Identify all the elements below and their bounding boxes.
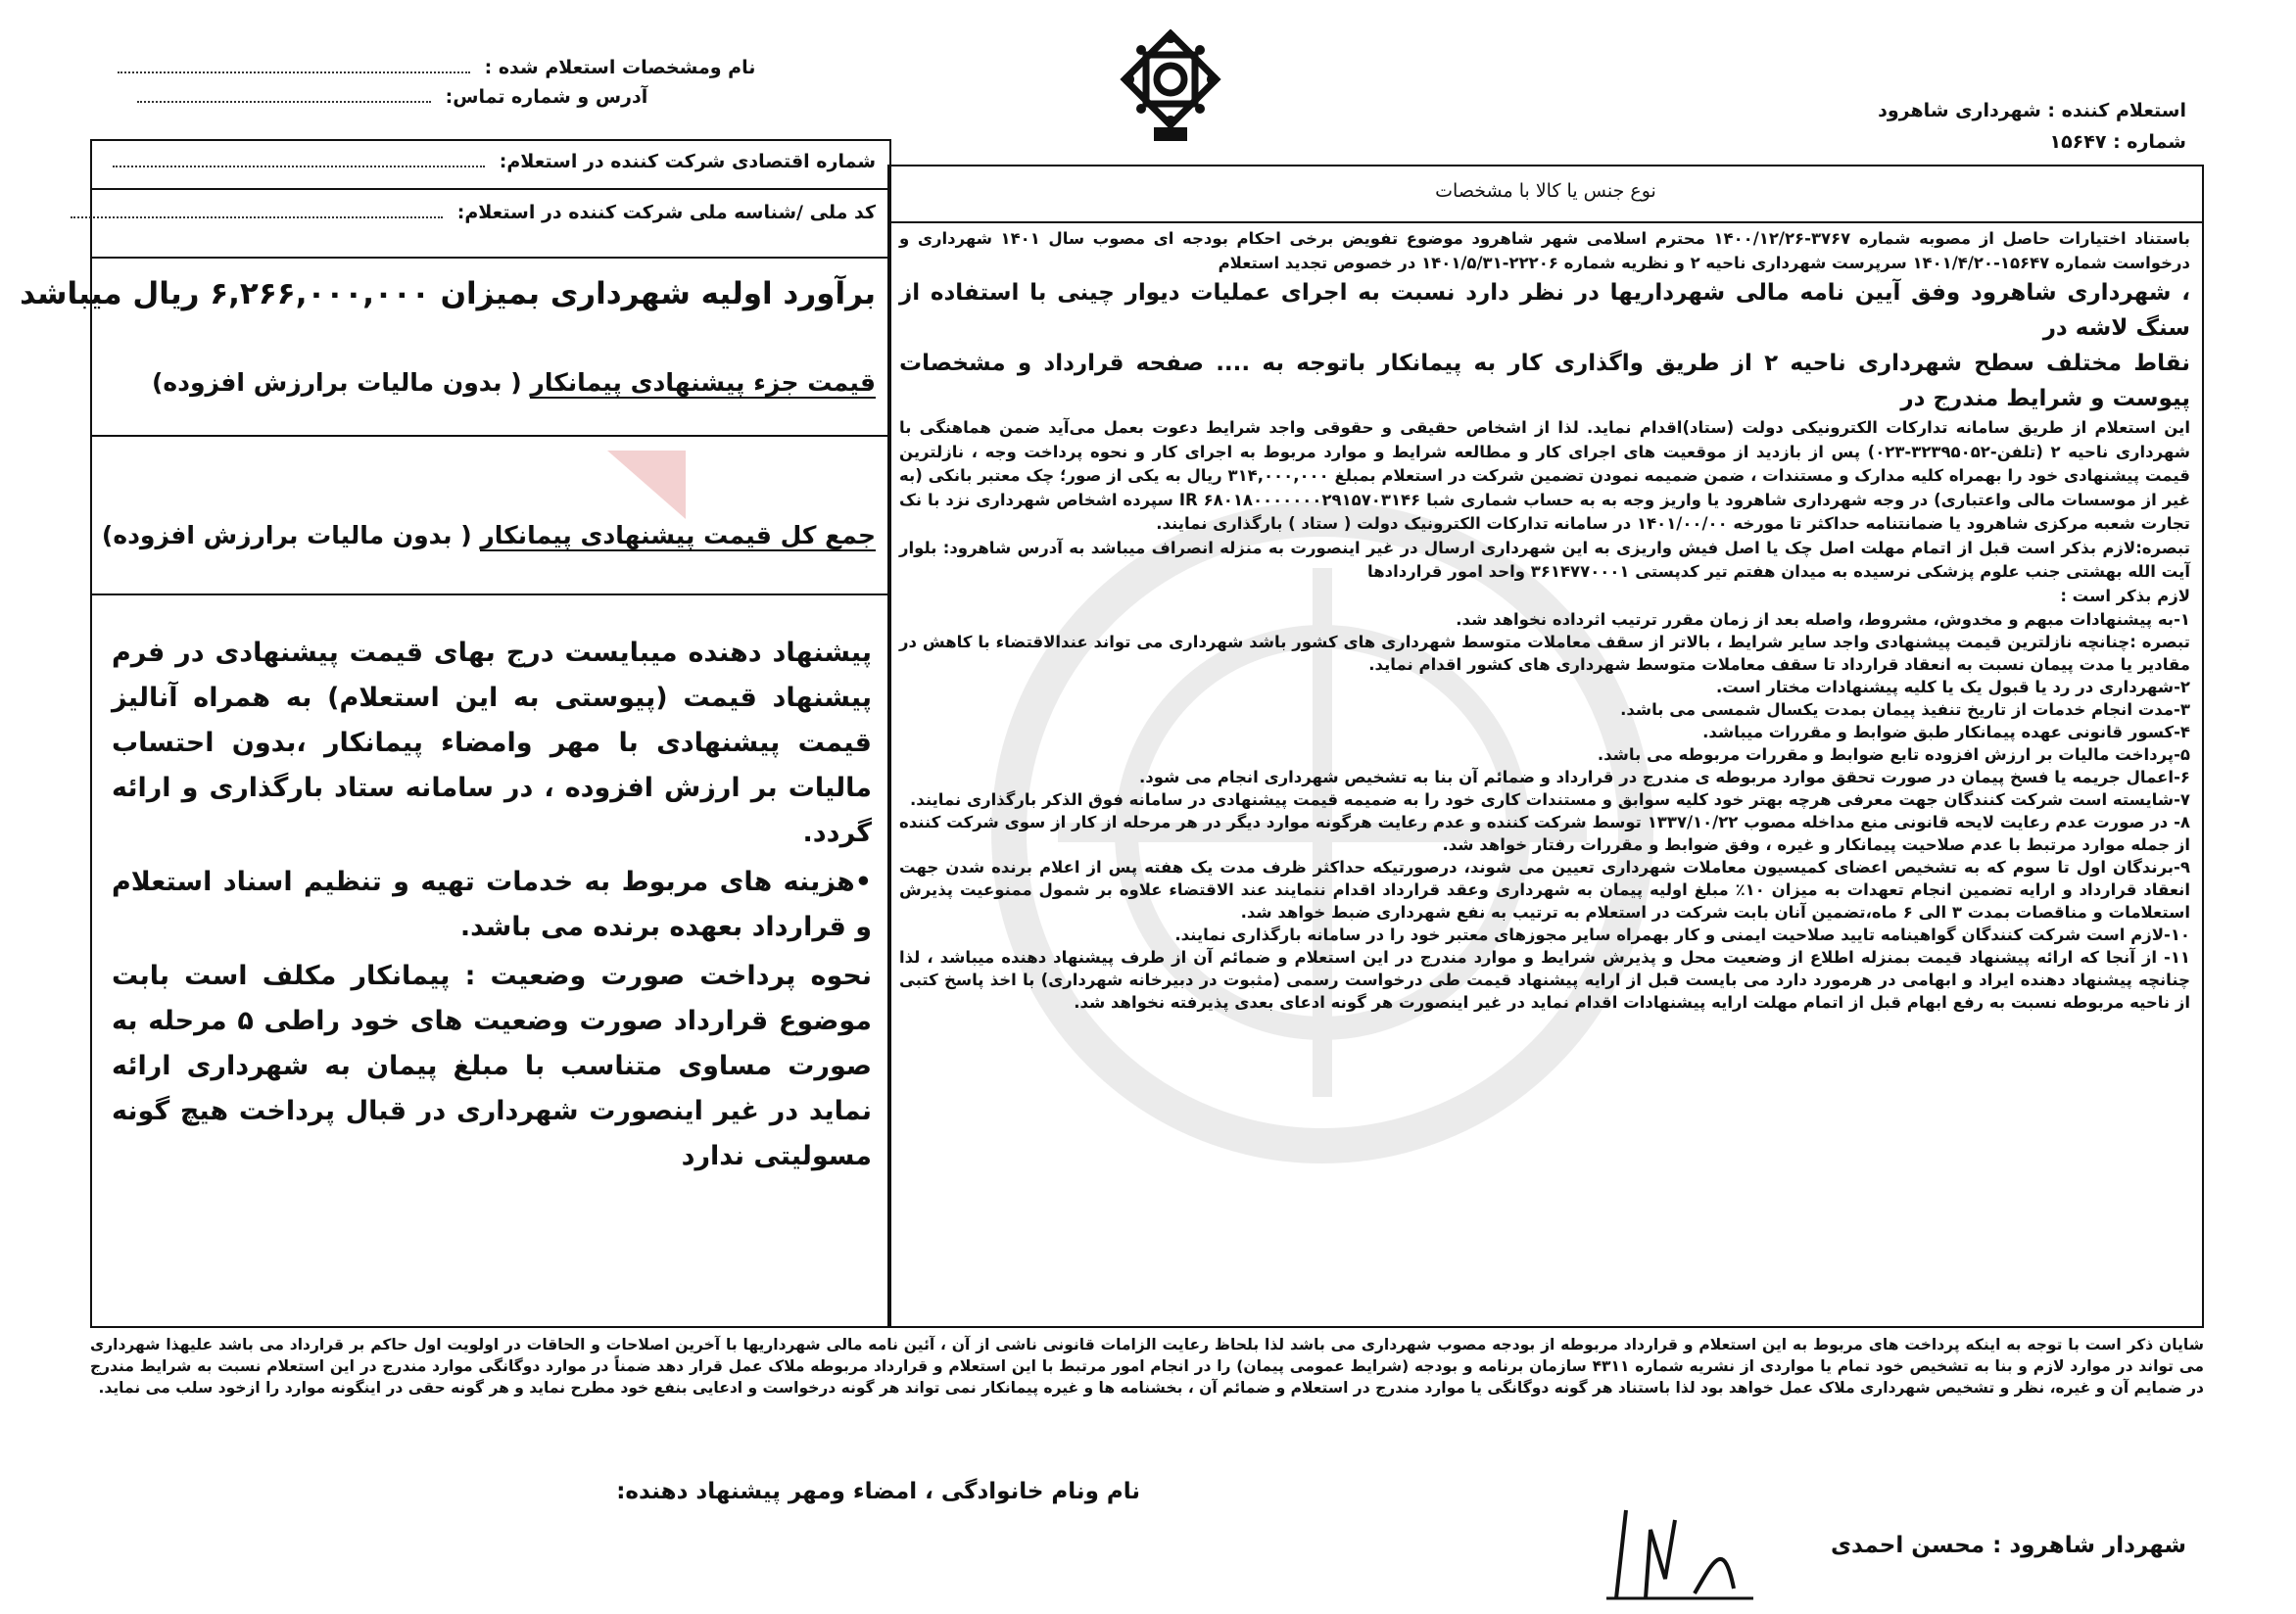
stamp-mark-icon (588, 431, 705, 548)
list-item: ۵-پرداخت مالیات بر ارزش افزوده تابع ضوابط و مقررات مربوطه می باشد. (1597, 745, 2190, 764)
number-label: شماره : ۱۵۶۴۷ (2049, 131, 2186, 153)
instruction-costs: •هزینه های مربوط به خدمات تهیه و تنظیم اسناد استعلام و قرارداد بعهده برنده می باشد. (112, 867, 872, 942)
bidder-box (20, 139, 891, 1328)
list-item: تبصره :چنانچه نازلترین قیمت پیشنهادی واجد سایر شرایط ، بالاتر از سقف معاملات متوسط شهرداری های کشور باشد شهرداری می تواند عندالاقتضاء با کاهش در مقادیر یا مدت پیمان نسبت به انعقاد قرارداد تا سقف معاملات متوسط شهرداری های کشور اقدام نماید. (899, 633, 2190, 674)
terms-guarantee: این استعلام از طریق سامانه تدارکات الکترونیکی دولت (ستاد)اقدام نماید. لذا از اشخاص حقیقی و حقوقی واجد شرایط دعوت بعمل می‌آید ضمن هماهنگی با شهرداری ناحیه ۲ (تلفن-۳۲۳۹۵۰۵۲-۰۲۳) پس از بازدید از موقعیت های اجرای کار و مطالعه شرایط و موارد مربوط به اجرای کار و نحوه پرداخت وجه ، نازلترین قیمت پیشنهادی خود را بهمراه کلیه مدارک و مستندات ، ضمن ضمیمه نمودن تضمین شرکت در استعلام بمبلغ ۳۱۴,۰۰۰,۰۰۰ ریال به یکی از صور؛ چک معتبر بانکی (به غیر از موسسات مالی واعتباری) در وجه شهرداری شاهرود یا واریز وجه به به حساب شماری شبا IR ۶۸۰۱۸۰۰۰۰۰۰۰۲۹۱۵۷۰۳۱۴۶ سپرده اشخاص شهرداری نزد با نک تجارت شعبه مرکزی شاهرود یا ضمانتنامه حداکثر تا مورخه ۱۴۰۱/۰۰/۰۰ در سامانه تدارکات الکترونیک دولت ( ستاد ) بارگذاری نمایند. (899, 418, 2190, 533)
bidder-name-field[interactable] (118, 57, 755, 78)
total-price-label: جمع کل قیمت پیشنهادی پیمانکار (480, 521, 876, 549)
goods-title: نوع جنس یا کالا با مشخصات (1435, 180, 1656, 202)
econ-code-label: شماره اقتصادی شرکت کننده در استعلام: (499, 151, 876, 172)
bidder-name-label: نام ومشخصات استعلام شده : (484, 57, 756, 78)
list-item: ۴-کسور قانونی عهده پیمانکار طبق ضوابط و مقررات میباشد. (1702, 723, 2190, 741)
terms-note: تبصره:لازم بذکر است قبل از اتمام مهلت اصل چک یا اصل فیش واریزی به این شهرداری ارسال در غیر اینصورت به منزله انصراف میباشد به آدرس شاهرود: بلوار آیت الله بهشتی جنب علوم پزشکی نرسیده به میدان هفتم تیر کدپستی ۳۶۱۴۷۷۰۰۰۱ واحد امور قراردادها (899, 538, 2190, 581)
address-field[interactable] (137, 86, 647, 108)
unit-price-field[interactable] (152, 368, 876, 397)
list-item: ۱۱- از آنجا که ارائه پیشنهاد قیمت بمنزله اطلاع از وضعیت محل و پذیرش شرایط و موارد مندرج در این استعلام و ضمائم آن از طرف پیشنهاد دهنده میباشد ، لذا چنانچه پیشنهاد دهنده ایراد و ابهامی در هرمورد دارد می بایست قبل از ارایه پیشنهاد قیمت طی درخواست رسمی (مثبوت در دبیرخانه شهرداری) با اخذ پاسخ کتبی از ناحیه مربوطه نسبت به رفع ابهام قبل از اتمام مهلت ارایه پیشنهادات اقدام نماید در غیر اینصورت هر گونه ادعای بعدی پذیرفته نخواهد شد. (899, 948, 2190, 1012)
divider (92, 257, 889, 259)
mayor-name: شهردار شاهرود : محسن احمدی (1830, 1533, 2186, 1558)
terms-subject: ، شهرداری شاهرود وفق آیین نامه مالی شهرداریها در نظر دارد نسبت به اجرای عملیات دیوار چینی با استفاده از سنگ لاشه در (899, 280, 2190, 341)
terms-location: نقاط مختلف سطح شهرداری ناحیه ۲ از طریق واگذاری کار به پیمانکار باتوجه به .... صفحه قرارداد و مشخصات پیوست و شرایط مندرج در (899, 351, 2191, 411)
terms-list (899, 608, 2190, 1014)
divider (92, 188, 889, 190)
terms-list-heading: لازم بذکر است : (2060, 586, 2190, 605)
national-id-field[interactable] (71, 202, 876, 223)
bidder-signature-label: نام ونام خانوادگی ، امضاء ومهر پیشنهاد دهنده: (616, 1479, 1140, 1504)
legal-footer: شایان ذکر است با توجه به اینکه پرداخت های مربوط به این استعلام و قرارداد مربوطه از بودجه مصوب شهرداری می باشد لذا بلحاظ رعایت الزامات قانونی ناشی از آن ، آئین نامه مالی شهرداریها با آخرین اصلاحات و الحاقات در اولویت اول حاکم بر قرارداد می باشد علیهذا شهرداری می تواند در موارد لازم و بنا به تشخیص خود تمام یا مواردی از نشریه شماره ۴۳۱۱ سازمان برنامه و بودجه (شرایط عمومی پیمان) را در انجام امور مرتبط با این استعلام و قرارداد مربوطه ملاک عمل قرار دهد ضمناً در موارد دوگانگی موارد مندرج در این استعلام نسبت به شرایط مندرج در ضمایم آن و غیره، نظر و تشخیص شهرداری ملاک عمل خواهد بود لذا باستناد هر گونه دوگانگی یا موارد مندرج در استعلام و ضمائم آن ، بخشنامه ها و غیره پیمانکار نمی تواند هر گونه درخواست و ادعایی بنفع خود مطرح نماید و هر گونه حقی در اینگونه موارد را ازخود سلب می نماید. (90, 1336, 2204, 1397)
terms-intro: باستناد اختیارات حاصل از مصوبه شماره ۳۷۶۷-۱۴۰۰/۱۲/۲۶ محترم اسلامی شهر شاهرود موضوع تفویض برخی احکام بودجه ای مصوب سال ۱۴۰۱ شهرداری و درخواست شماره ۱۵۶۴۷-۱۴۰۱/۴/۲۰ سرپرست شهرداری ناحیه ۲ و نظریه شماره ۲۲۲۰۶-۱۴۰۱/۵/۳۱ در خصوص تجدید استعلام (899, 229, 2191, 272)
list-item: ۲-شهرداری در رد یا قبول یک یا کلیه پیشنهادات مختار است. (1716, 678, 2190, 696)
mayor-signature (1606, 1500, 1753, 1608)
list-item: ۳-مدت انجام خدمات از تاریخ تنفیذ پیمان بمدت یکسال شمسی می باشد. (1620, 700, 2190, 719)
instruction-price-form: پیشنهاد دهنده میبایست درج بهای قیمت پیشنهادی در فرم پیشنهاد قیمت (پیوستی به این استعلام) به همراه آنالیز قیمت پیشنهادی با مهر وامضاء پیمانکار ،بدون احتساب مالیات بر ارزش افزوده ، در سامانه ستاد بارگذاری و ارائه گردد. (112, 638, 872, 848)
list-item: ۷-شایسته است شرکت کنندگان جهت معرفی هرچه بهتر خود کلیه سوابق و مستندات کاری خود را به ضمیمه قیمت پیشنهادی در سامانه فوق الذکر بارگذاری نمایند. (910, 790, 2190, 809)
list-item: ۹-برندگان اول تا سوم که به تشخیص اعضای کمیسیون معاملات شهرداری تعیین می شوند، درصورتیکه حداکثر ظرف مدت یک هفته پس از اعلام برنده شدن جهت انعقاد قرارداد و ارایه تضمین انجام تعهدات به میزان ۱۰٪ مبلغ اولیه پیمان به شهرداری وعقد قرارداد اقدام ننمایند عند الاقتضاء علاوه بر شمول ممنوعیت پذیرش استعلامات و مناقصات بمدت ۳ الی ۶ ماه،تضمین آنان بابت شرکت در استعلام به ترتیب به نفع شهرداری ضبط خواهد شد. (899, 858, 2190, 922)
terms-body (899, 227, 2190, 1014)
bidder-name-dots (118, 64, 470, 73)
shahroud-municipality-logo-icon (1117, 29, 1224, 147)
estimate-heading: برآورد اولیه شهرداری بمیزان ۶,۲۶۶,۰۰۰,۰۰۰ ریال میباشد (20, 276, 876, 311)
divider (92, 435, 889, 437)
total-price-note: ( بدون مالیات برارزش افزوده) (101, 521, 472, 549)
inquiry-terms-box (887, 165, 2204, 1328)
unit-price-note: ( بدون مالیات برارزش افزوده) (151, 368, 522, 397)
list-item: ۱۰-لازم است شرکت کنندگان گواهینامه تایید صلاحیت ایمنی و کار بهمراه سایر مجوزهای معتبر خود را در سامانه بارگذاری نمایند. (1174, 926, 2190, 944)
divider (92, 593, 889, 595)
unit-price-label: قیمت جزء پیشنهادی پیمانکار (530, 368, 876, 397)
list-item: ۸- در صورت عدم رعایت لایحه قانونی منع مداخله مصوب ۱۳۳۷/۱۰/۲۲ توسط شرکت کننده و عدم رعایت هرگونه موارد دیگر در هر مرحله از کار از سوی شرکت کننده از جمله موارد مرتبط با عدم صلاحیت پیمانکار و غیره ، وفق ضوابط و مقررات رفتار خواهد شد. (899, 813, 2190, 854)
econ-code-field[interactable] (113, 151, 876, 172)
address-dots (137, 93, 431, 103)
national-id-dots (71, 209, 443, 218)
inquirer-label: استعلام کننده : شهرداری شاهرود (1878, 100, 2186, 121)
list-item: ۱-به پیشنهادات مبهم و مخدوش، مشروط، واصله بعد از زمان مقرر ترتیب اثرداده نخواهد شد. (1456, 610, 2190, 629)
instruction-payment: نحوه پرداخت صورت وضعیت : پیمانکار مکلف است بابت موضوع قرارداد صورت وضعیت های خود راطی ۵ مرحله به صورت مساوی متناسب با مبلغ پیمان به شهرداری ارائه نماید در غیر اینصورت شهرداری در قبال پرداخت هیچ گونه مسولیتی ندارد (112, 961, 872, 1171)
econ-code-dots (113, 158, 485, 167)
bidder-instructions (112, 631, 872, 1183)
address-label: آدرس و شماره تماس: (445, 86, 648, 108)
list-item: ۶-اعمال جریمه یا فسخ پیمان در صورت تحقق موارد مربوطه ی مندرج در قرارداد و ضمائم آن بنا به تشخیص شهرداری انجام می شود. (1139, 768, 2190, 786)
total-price-field[interactable] (102, 521, 876, 549)
divider (889, 221, 2202, 223)
national-id-label: کد ملی /شناسه ملی شرکت کننده در استعلام: (456, 202, 876, 223)
